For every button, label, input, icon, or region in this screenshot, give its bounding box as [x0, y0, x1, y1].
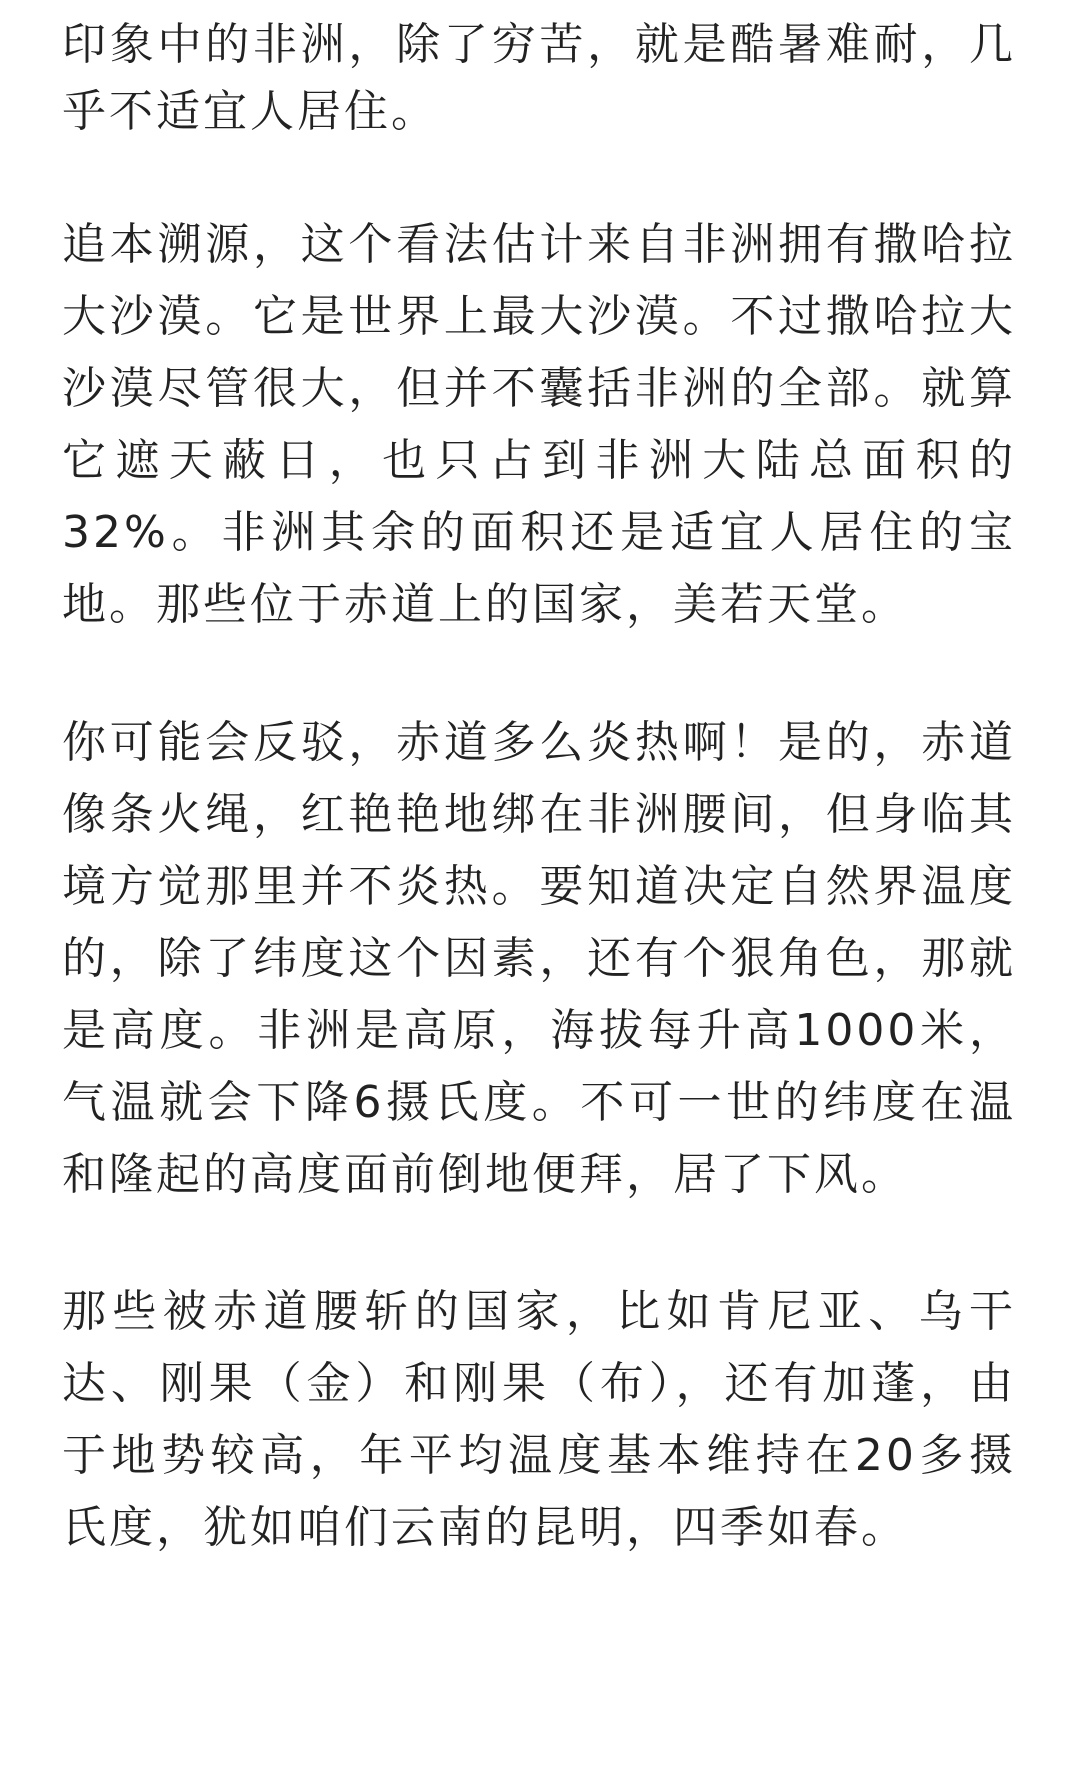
- paragraph-line: 气温就会下降6摄氏度。不可一世的纬度在温: [62, 1077, 1016, 1128]
- paragraph-line: 氏度，犹如咱们云南的昆明，四季如春。: [62, 1502, 908, 1553]
- paragraph-line: 和隆起的高度面前倒地便拜，居了下风。: [62, 1149, 908, 1200]
- paragraph-line: 是高度。非洲是高原，海拔每升高1000米，: [62, 1005, 1016, 1056]
- paragraph-line: 境方觉那里并不炎热。要知道决定自然界温度: [62, 861, 1016, 912]
- paragraph-line: 沙漠尽管很大，但并不囊括非洲的全部。就算: [62, 363, 1016, 414]
- paragraph-line: 那些被赤道腰斩的国家，比如肯尼亚、乌干: [62, 1286, 1016, 1337]
- paragraph-line: 大沙漠。它是世界上最大沙漠。不过撒哈拉大: [62, 291, 1016, 342]
- paragraph-line: 你可能会反驳，赤道多么炎热啊！是的，赤道: [62, 717, 1016, 768]
- paragraph-line: 印象中的非洲，除了穷苦，就是酷暑难耐，几: [62, 19, 1016, 70]
- paragraph-line: 地。那些位于赤道上的国家，美若天堂。: [62, 579, 908, 630]
- paragraph-line: 的，除了纬度这个因素，还有个狠角色，那就: [62, 933, 1016, 984]
- paragraph-line: 32%。非洲其余的面积还是适宜人居住的宝: [62, 507, 1016, 558]
- paragraph-line: 像条火绳，红艳艳地绑在非洲腰间，但身临其: [62, 789, 1016, 840]
- paragraph-line: 乎不适宜人居住。: [62, 86, 438, 137]
- paragraph-line: 它遮天蔽日，也只占到非洲大陆总面积的: [62, 435, 1016, 486]
- paragraph-line: 达、刚果（金）和刚果（布），还有加蓬，由: [62, 1358, 1016, 1409]
- paragraph-line: 追本溯源，这个看法估计来自非洲拥有撒哈拉: [62, 219, 1016, 270]
- paragraph-line: 于地势较高，年平均温度基本维持在20多摄: [62, 1430, 1016, 1481]
